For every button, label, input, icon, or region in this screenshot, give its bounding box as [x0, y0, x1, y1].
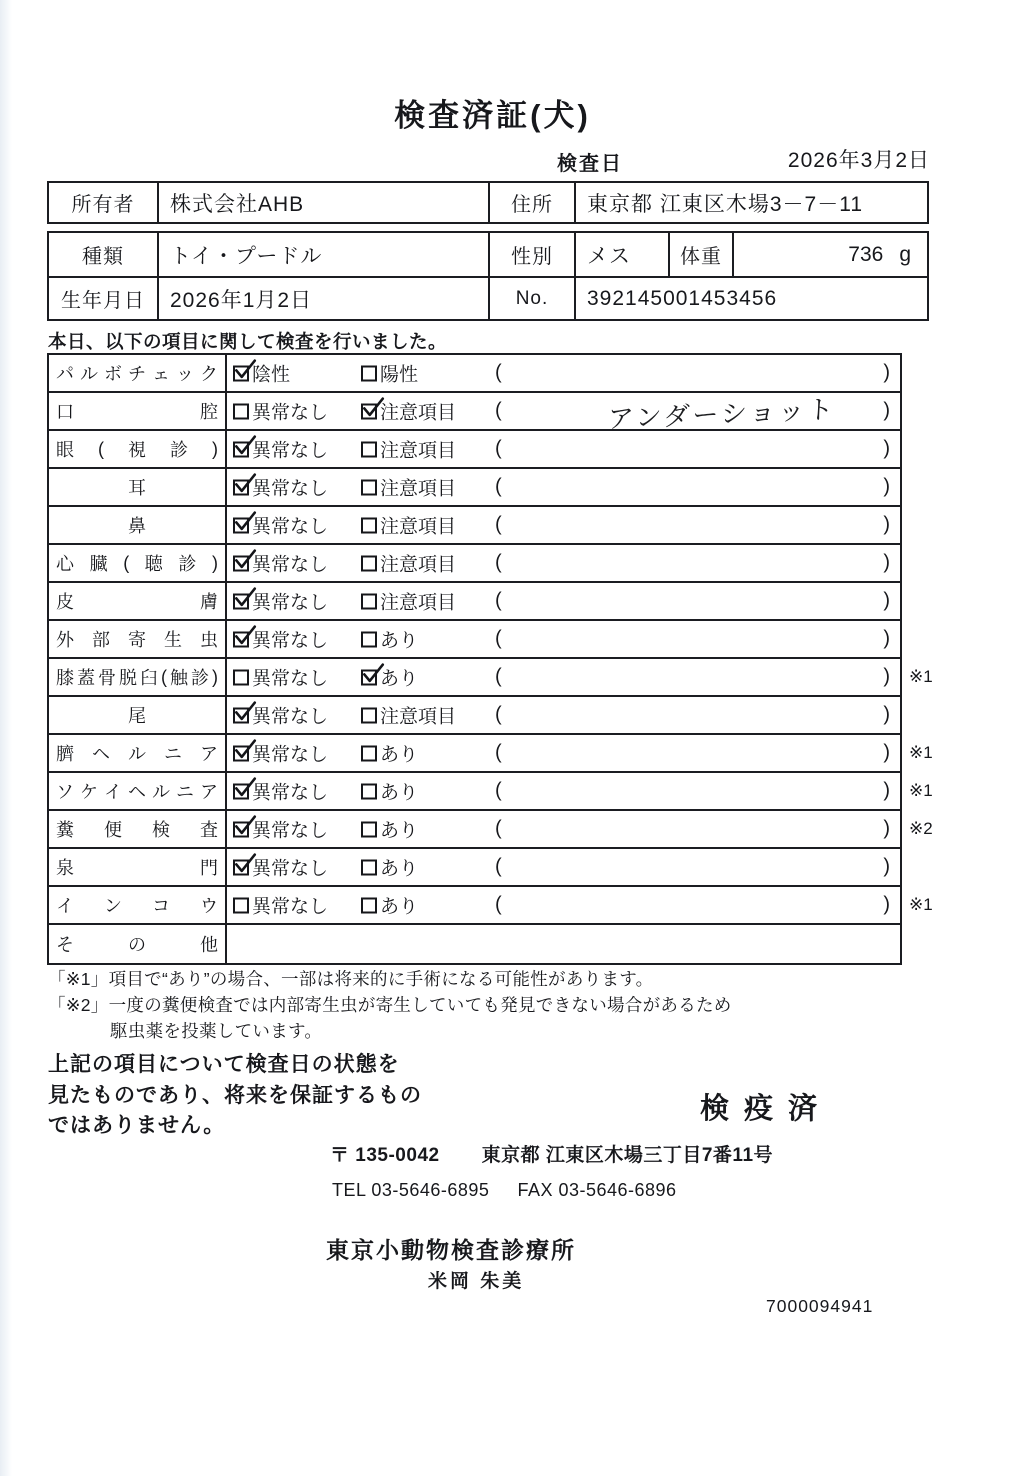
paren-close: ) — [883, 665, 890, 688]
statement-line-2: 見たものであり、将来を保証するもの — [48, 1083, 422, 1107]
footnote-1: 「※1」項目で“あり”の場合、一部は将来的に手術になる可能性があります。 — [48, 969, 654, 989]
option-1 — [233, 702, 328, 729]
clinic-tel: TEL 03-5646-6895 — [332, 1180, 490, 1200]
option-label: 異常なし — [252, 744, 329, 766]
option-2 — [361, 892, 418, 919]
checklist-row — [49, 393, 900, 435]
handwritten-note: アンダーショット — [606, 393, 837, 435]
option-label: 異常なし — [252, 858, 329, 880]
footnote-3: 駆虫薬を投薬しています。 — [110, 1021, 323, 1041]
empty-checkbox-icon — [361, 517, 377, 533]
item-name: パ ル ボ チ ェ ッ ク — [49, 355, 227, 391]
pet-table-row-1 — [49, 233, 927, 276]
checked-checkbox-icon — [233, 631, 249, 647]
clinic-contact-line — [332, 1180, 677, 1201]
empty-checkbox-icon — [361, 783, 377, 799]
checked-checkbox-icon — [233, 707, 249, 723]
clinic-address: 東京都 江東区木場三丁目7番11号 — [481, 1145, 774, 1166]
option-label: 注意項目 — [380, 592, 457, 614]
owner-table — [47, 181, 929, 224]
option-label: 注意項目 — [380, 554, 457, 576]
paren-close: ) — [883, 475, 890, 498]
pet-table-row-2 — [49, 276, 927, 319]
clinic-address-line — [330, 1140, 773, 1167]
checked-checkbox-icon — [233, 365, 249, 381]
empty-checkbox-icon — [361, 821, 377, 837]
item-name: 耳 — [49, 469, 227, 505]
empty-checkbox-icon — [361, 593, 377, 609]
option-2 — [361, 854, 418, 881]
item-name: 皮 膚 — [49, 583, 227, 619]
option-label: 陰性 — [252, 364, 291, 386]
breed-label-cell: 種類 — [49, 233, 159, 276]
item-options — [227, 621, 900, 657]
option-label: 異常なし — [252, 820, 329, 842]
option-label: 陽性 — [380, 364, 419, 386]
empty-checkbox-icon — [361, 631, 377, 647]
paren-close: ) — [883, 437, 890, 460]
checklist-row — [49, 583, 900, 621]
paren-close: ) — [883, 779, 890, 802]
item-options — [227, 393, 900, 435]
option-label: 注意項目 — [380, 478, 457, 500]
weight-label-cell: 体重 — [670, 233, 734, 276]
statement-line-3: ではありません。 — [48, 1114, 226, 1137]
option-label: 注意項目 — [380, 706, 457, 728]
empty-checkbox-icon — [361, 859, 377, 875]
checklist-row — [49, 431, 900, 469]
statement-line-1: 上記の項目について検査日の状態を — [48, 1053, 400, 1076]
paren-open: ( — [495, 589, 502, 612]
option-2 — [361, 778, 418, 805]
sex-value-cell: メス — [576, 233, 670, 276]
option-1 — [233, 360, 290, 387]
owner-value-cell: 株式会社AHB — [159, 183, 490, 222]
option-1 — [233, 512, 328, 539]
item-name: ソ ケ イ ヘ ル ニ ア — [49, 773, 227, 809]
paren-open: ( — [495, 817, 502, 840]
paren-open: ( — [495, 893, 502, 916]
option-2 — [361, 626, 418, 653]
checklist-row — [49, 697, 900, 735]
option-2 — [361, 816, 418, 843]
paren-open: ( — [495, 665, 502, 688]
option-label: 異常なし — [252, 630, 329, 652]
option-1 — [233, 474, 328, 501]
option-label: あり — [380, 744, 419, 766]
item-options — [227, 849, 900, 885]
paren-open: ( — [495, 399, 502, 422]
option-label: 注意項目 — [380, 402, 457, 424]
empty-checkbox-icon — [361, 441, 377, 457]
paren-close: ) — [883, 893, 890, 916]
footnotes-block — [48, 966, 732, 1044]
option-label: 異常なし — [252, 478, 329, 500]
checked-checkbox-icon — [233, 783, 249, 799]
option-1 — [233, 588, 328, 615]
option-label: 異常なし — [252, 668, 329, 690]
checklist-row — [49, 469, 900, 507]
option-2 — [361, 550, 456, 577]
paren-open: ( — [495, 437, 502, 460]
option-label: 異常なし — [252, 516, 329, 538]
item-options — [227, 773, 900, 809]
serial-number: 7000094941 — [766, 1296, 874, 1316]
item-options — [227, 355, 900, 391]
checked-checkbox-icon — [233, 517, 249, 533]
option-2 — [361, 398, 456, 425]
empty-checkbox-icon — [361, 479, 377, 495]
item-options — [227, 545, 900, 581]
paren-open: ( — [495, 475, 502, 498]
item-name: 臍 ヘ ル ニ ア — [49, 735, 227, 771]
empty-checkbox-icon — [361, 745, 377, 761]
option-label: あり — [380, 858, 419, 880]
footnote-mark: ※1 — [909, 895, 933, 914]
paren-open: ( — [495, 703, 502, 726]
weight-unit: g — [899, 242, 911, 266]
option-2 — [361, 512, 456, 539]
option-1 — [233, 816, 328, 843]
item-name: 眼 ( 視 診 ) — [49, 431, 227, 467]
no-value-cell: 392145001453456 — [587, 286, 778, 310]
checklist-row — [49, 545, 900, 583]
empty-checkbox-icon — [233, 897, 249, 913]
no-label-cell: No. — [490, 278, 576, 319]
checked-checkbox-icon — [361, 669, 377, 685]
checklist-row — [49, 811, 933, 849]
option-1 — [233, 892, 328, 919]
paren-close: ) — [883, 703, 890, 726]
address-label-cell: 住所 — [490, 183, 576, 222]
option-label: あり — [380, 668, 419, 690]
checklist-row — [49, 621, 900, 659]
option-label: 異常なし — [252, 440, 329, 462]
footnote-2: 「※2」一度の糞便検査では内部寄生虫が寄生していても発見できない場合があるため — [48, 995, 732, 1015]
checked-checkbox-icon — [233, 745, 249, 761]
sex-label-cell: 性別 — [490, 233, 576, 276]
paren-close: ) — [883, 817, 890, 840]
intro-text: 本日、以下の項目に関して検査を行いました。 — [48, 331, 448, 352]
breed-value-cell: トイ・プードル — [159, 233, 490, 276]
item-name: 尾 — [49, 697, 227, 733]
option-2 — [361, 588, 456, 615]
footnote-mark: ※2 — [909, 819, 933, 838]
item-name: 口 腔 — [49, 393, 227, 429]
checked-checkbox-icon — [233, 593, 249, 609]
paren-open: ( — [495, 741, 502, 764]
item-name: 糞 便 検 査 — [49, 811, 227, 847]
clinic-fax: FAX 03-5646-6896 — [517, 1180, 677, 1200]
paren-open: ( — [495, 855, 502, 878]
option-1 — [233, 550, 328, 577]
clinic-postal-code: 〒 135-0042 — [330, 1145, 440, 1166]
item-name: イ ン コ ウ — [49, 887, 227, 923]
option-label: 異常なし — [252, 706, 329, 728]
option-2 — [361, 664, 418, 691]
paren-open: ( — [495, 361, 502, 384]
item-name: 泉 門 — [49, 849, 227, 885]
checklist-row — [49, 849, 900, 887]
option-1 — [233, 626, 328, 653]
birth-label-cell: 生年月日 — [49, 278, 159, 319]
paren-close: ) — [883, 551, 890, 574]
option-label: あり — [380, 820, 419, 842]
item-name: 膝 蓋 骨 脱 臼 ( 触 診 ) — [49, 659, 227, 695]
option-1 — [233, 398, 328, 425]
checklist-row — [49, 355, 900, 393]
checklist-row — [49, 925, 900, 963]
empty-checkbox-icon — [361, 365, 377, 381]
pet-table — [47, 231, 929, 321]
empty-checkbox-icon — [233, 669, 249, 685]
option-1 — [233, 664, 328, 691]
quarantine-stamp: 検疫済 — [700, 1093, 833, 1125]
option-label: 異常なし — [252, 896, 329, 918]
checklist-row — [49, 887, 933, 925]
option-2 — [361, 436, 456, 463]
item-options — [227, 507, 900, 543]
inspection-date-label: 検査日 — [557, 153, 623, 175]
option-label: 異常なし — [252, 782, 329, 804]
option-label: 異常なし — [252, 402, 329, 424]
address-value-cell: 東京都 江東区木場3－7－11 — [587, 192, 863, 216]
item-name: 外 部 寄 生 虫 — [49, 621, 227, 657]
checked-checkbox-icon — [233, 441, 249, 457]
checklist-table — [47, 353, 933, 965]
option-1 — [233, 778, 328, 805]
owner-label-cell: 所有者 — [49, 183, 159, 222]
item-name: そ の 他 — [49, 925, 227, 963]
inspection-date-value: 2026年3月2日 — [787, 149, 930, 172]
item-options — [227, 925, 900, 963]
item-options — [227, 811, 900, 847]
paren-close: ) — [883, 361, 890, 384]
option-label: あり — [380, 630, 419, 652]
paren-close: ) — [883, 513, 890, 536]
checked-checkbox-icon — [233, 479, 249, 495]
option-1 — [233, 740, 328, 767]
item-options — [227, 887, 900, 923]
empty-checkbox-icon — [361, 707, 377, 723]
paren-close: ) — [883, 627, 890, 650]
option-label: 異常なし — [252, 592, 329, 614]
paren-close: ) — [883, 855, 890, 878]
empty-checkbox-icon — [361, 555, 377, 571]
birth-value-cell: 2026年1月2日 — [159, 278, 490, 319]
option-1 — [233, 854, 328, 881]
option-2 — [361, 360, 418, 387]
clinic-name: 東京小動物検査診療所 — [326, 1237, 576, 1263]
footnote-mark: ※1 — [909, 743, 933, 762]
option-2 — [361, 740, 418, 767]
checklist-row — [49, 735, 933, 773]
option-label: 異常なし — [252, 554, 329, 576]
option-2 — [361, 702, 456, 729]
paren-close: ) — [883, 399, 890, 422]
item-options — [227, 469, 900, 505]
item-options — [227, 735, 900, 771]
paren-open: ( — [495, 513, 502, 536]
veterinarian-name: 米岡 朱美 — [428, 1271, 525, 1292]
empty-checkbox-icon — [361, 897, 377, 913]
paren-open: ( — [495, 779, 502, 802]
option-2 — [361, 474, 456, 501]
checked-checkbox-icon — [361, 403, 377, 419]
item-options — [227, 697, 900, 733]
paren-close: ) — [883, 741, 890, 764]
weight-value: 736 — [848, 242, 884, 266]
paren-open: ( — [495, 627, 502, 650]
item-options — [227, 431, 900, 467]
checklist-row — [49, 507, 900, 545]
option-1 — [233, 436, 328, 463]
option-label: 注意項目 — [380, 440, 457, 462]
checked-checkbox-icon — [233, 821, 249, 837]
empty-checkbox-icon — [233, 403, 249, 419]
footnote-mark: ※1 — [909, 781, 933, 800]
item-name: 心 臓 ( 聴 診 ) — [49, 545, 227, 581]
weight-value-cell — [734, 233, 927, 276]
paren-close: ) — [883, 589, 890, 612]
checked-checkbox-icon — [233, 859, 249, 875]
footnote-mark: ※1 — [909, 667, 933, 686]
item-options — [227, 583, 900, 619]
item-name: 鼻 — [49, 507, 227, 543]
statement-block — [48, 1050, 422, 1142]
checklist-row — [49, 773, 933, 811]
page-title: 検査済証(犬) — [394, 98, 591, 133]
option-label: あり — [380, 896, 419, 918]
option-label: あり — [380, 782, 419, 804]
paren-open: ( — [495, 551, 502, 574]
item-options — [227, 659, 900, 695]
checked-checkbox-icon — [233, 555, 249, 571]
option-label: 注意項目 — [380, 516, 457, 538]
checklist-row — [49, 659, 933, 697]
